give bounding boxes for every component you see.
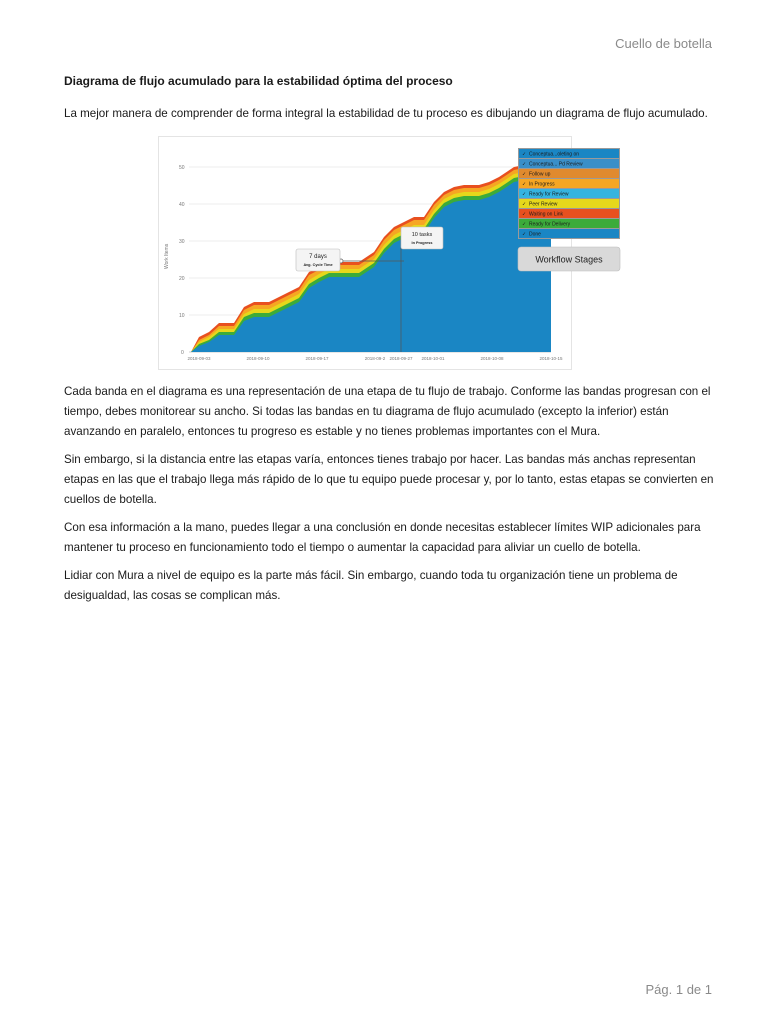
legend-check-icon: ✓ xyxy=(522,191,527,198)
legend-label: Ready for Review xyxy=(529,191,569,198)
legend-check-icon: ✓ xyxy=(522,171,527,178)
y-tick-label: 30 xyxy=(179,239,185,245)
legend-label: In Progress xyxy=(529,181,555,188)
x-tick-label: 2018-09-17 xyxy=(305,356,329,361)
body-paragraph: Sin embargo, si la distancia entre las etapas varía, entonces tienes trabajo por hacer. Las bandas más anchas representan etapas en las que el trabajo llega más rápido de lo que tu equipo puede procesar y, por lo tanto, estas etapas se convierten en cuellos de botella. xyxy=(64,453,714,506)
page-header-title: Cuello de botella xyxy=(615,36,712,51)
intro-paragraph: La mejor manera de comprender de forma integral la estabilidad de tu proceso es dibujando un diagrama de flujo acumulado. xyxy=(64,107,708,120)
cycle-time-value: 7 days xyxy=(309,254,327,260)
legend-label: Follow up xyxy=(529,171,551,178)
y-tick-label: 0 xyxy=(181,350,184,356)
x-tick-label: 2018-10-01 xyxy=(421,356,445,361)
legend-check-icon: ✓ xyxy=(522,181,527,188)
legend-label: Ready for Delivery xyxy=(529,221,571,228)
legend-label: Done xyxy=(529,231,541,238)
legend-check-icon: ✓ xyxy=(522,161,527,168)
y-axis-label: Work Items xyxy=(164,243,170,269)
wip-label: In Progress xyxy=(411,241,433,245)
x-tick-label: 2018-09-10 xyxy=(246,356,270,361)
x-tick-label: 2018-09-03 xyxy=(187,356,211,361)
x-tick-label: 2018-10-15 xyxy=(539,356,563,361)
legend-check-icon: ✓ xyxy=(522,231,527,238)
y-tick-label: 10 xyxy=(179,313,185,319)
document-body xyxy=(64,72,720,614)
legend-label: Conceptua... Pd Review xyxy=(529,161,583,168)
x-tick-label: 2018-09-27 xyxy=(389,356,413,361)
wip-value: 10 tasks xyxy=(411,232,433,238)
body-paragraph: Con esa información a la mano, puedes llegar a una conclusión en donde necesitas establecer límites WIP adicionales para mantener tu proceso en funcionamiento todo el tiempo o aumentar la capacidad para aliviar un cuello de botella. xyxy=(64,521,701,554)
x-tick-label: 2018-09-2 xyxy=(364,356,386,361)
section-heading: Diagrama de flujo acumulado para la estabilidad óptima del proceso xyxy=(64,74,453,88)
workflow-stages-badge xyxy=(518,247,620,271)
y-tick-label: 40 xyxy=(179,202,185,208)
workflow-stages-label: Workflow Stages xyxy=(535,254,603,265)
legend-label: Peer Review xyxy=(529,201,558,208)
legend-label: Waiting on Link xyxy=(529,211,563,218)
x-tick-label: 2018-10-08 xyxy=(480,356,504,361)
workflow-legend xyxy=(518,148,620,239)
legend-check-icon: ✓ xyxy=(522,151,527,158)
wip-callout xyxy=(401,227,443,249)
page-number: Pág. 1 de 1 xyxy=(645,982,712,997)
cumulative-flow-diagram-image xyxy=(158,136,603,370)
legend-check-icon: ✓ xyxy=(522,221,527,228)
y-tick-label: 50 xyxy=(179,165,185,171)
legend-label: Conceptua...oleting on xyxy=(529,151,580,158)
y-tick-label: 20 xyxy=(179,276,185,282)
cycle-time-callout xyxy=(296,249,340,271)
cycle-time-label: Avg. Cycle Time xyxy=(303,263,333,267)
legend-check-icon: ✓ xyxy=(522,201,527,208)
body-paragraph: Lidiar con Mura a nivel de equipo es la parte más fácil. Sin embargo, cuando toda tu organización tiene un problema de desigualdad, las cosas se complican más. xyxy=(64,569,678,602)
legend-check-icon: ✓ xyxy=(522,211,527,218)
body-paragraph: Cada banda en el diagrama es una representación de una etapa de tu flujo de trabajo. Conforme las bandas progresan con el tiempo, debes monitorear su ancho. Si todas las bandas en tu diagrama de flujo acumulado (excepto la inferior) están avanzando en paralelo, entonces tu progreso es estable y no tienes problemas importantes con el Mura. xyxy=(64,385,711,438)
